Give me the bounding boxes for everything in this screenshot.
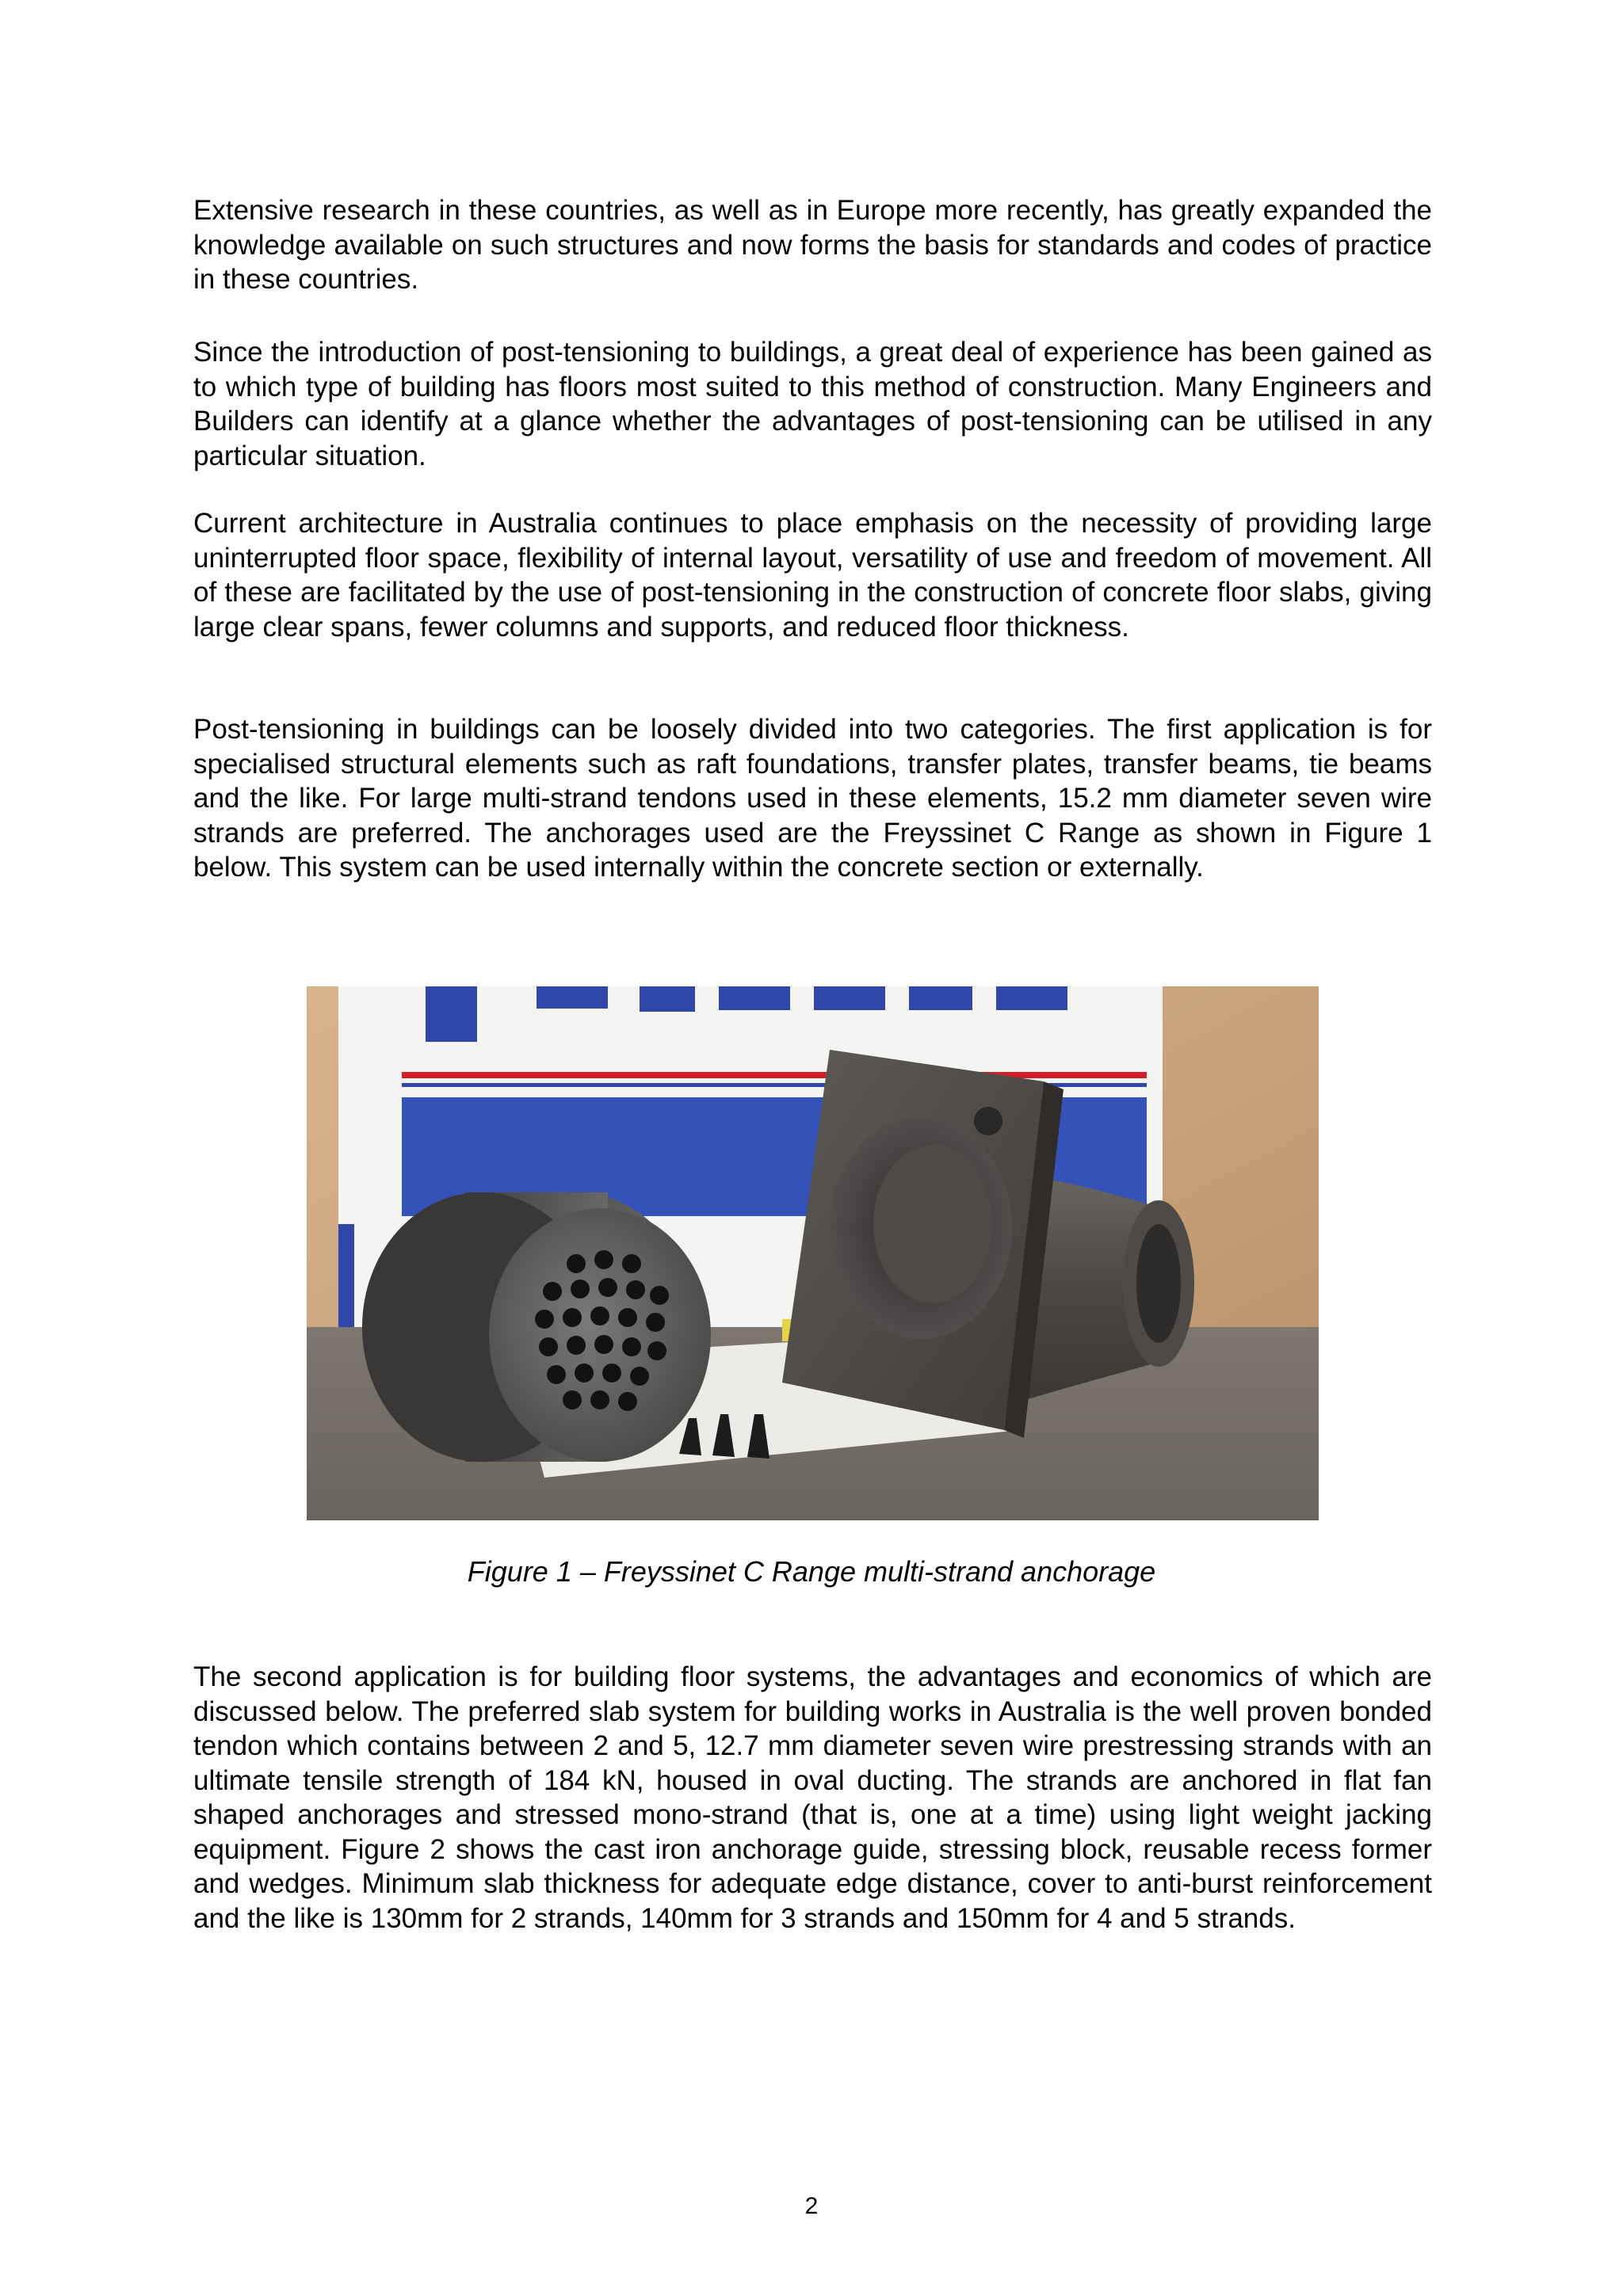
paragraph-2: Since the introduction of post-tensioning to buildings, a great deal of experience has been gained as to which type of building has floors most suited to this method of construction. Many Engineers and Builders can identify at a glance whether the advantages of post-tensioning can be utilised in any particular situation. [193, 337, 1432, 471]
paragraph-5: The second application is for building floor systems, the advantages and economics of which are discussed below. The preferred slab system for building works in Australia is the well proven bonded tendon which contains between 2 and 5, 12.7 mm diameter seven wire prestressing strands with an ultimate tensile strength of 184 kN, housed in oval ducting. The strands are anchored in flat fan shaped anchorages and stressed mono-strand (that is, one at a time) using light weight jacking equipment. Figure 2 shows the cast iron anchorage guide, stressing block, reusable recess former and wedges. Minimum slab thickness for adequate edge distance, cover to anti-burst reinforcement and the like is 130mm for 2 strands, 140mm for 3 strands and 150mm for 4 and 5 strands. [193, 1661, 1432, 1934]
figure-1-photo [307, 986, 1319, 1520]
paragraph-4: Post-tensioning in buildings can be loosely divided into two categories. The first application is for specialised structural elements such as raft foundations, transfer plates, transfer beams, tie beams and the like. For large multi-strand tendons used in these elements, 15.2 mm diameter seven wire strands are preferred. The anchorages used are the Freyssinet C Range as shown in Figure 1 below. This system can be used internally within the concrete section or externally. [193, 714, 1432, 883]
figure-caption: Figure 1 – Freyssinet C Range multi-strand anchorage [467, 1555, 1156, 1588]
paragraph-1: Extensive research in these countries, as well as in Europe more recently, has greatly expanded the knowledge available on such structures and now forms the basis for standards and codes of practice in these countries. [193, 195, 1432, 295]
page-number: 2 [804, 2193, 819, 2219]
paragraph-3: Current architecture in Australia continues to place emphasis on the necessity of providing large uninterrupted floor space, flexibility of internal layout, versatility of use and freedom of movement. All of these are facilitated by the use of post-tensioning in the construction of concrete floor slabs, giving large clear spans, fewer columns and supports, and reduced floor thickness. [193, 508, 1432, 643]
